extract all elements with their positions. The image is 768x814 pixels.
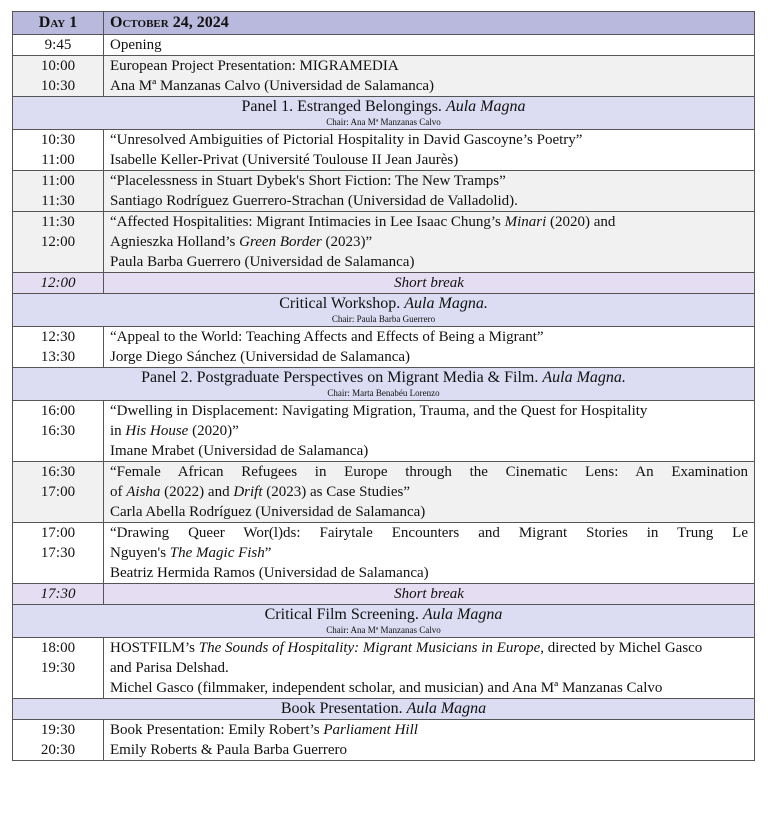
panel-heading-row — [13, 699, 755, 720]
time-cell: 10:00 10:30 — [13, 56, 104, 97]
schedule-table — [12, 11, 755, 761]
time-cell: 16:30 17:00 — [13, 462, 104, 523]
break-label: Short break — [104, 273, 755, 294]
session-cell: “Affected Hospitalities: Migrant Intimacies in Lee Isaac Chung’s Minari (2020) and Agnieszka Holland’s Green Border (2023)” Paula Barba Guerrero (Universidad de Salamanca) — [104, 212, 755, 273]
session-cell: Book Presentation: Emily Robert’s Parliament Hill Emily Roberts & Paula Barba Guerrero — [104, 720, 755, 761]
panel-heading: Book Presentation. Aula Magna — [13, 699, 755, 720]
time-cell: 11:30 12:00 — [13, 212, 104, 273]
session-cell: “Dwelling in Displacement: Navigating Migration, Trauma, and the Quest for Hospitality in His House (2020)” Imane Mrabet (Universidad de Salamanca) — [104, 401, 755, 462]
panel-heading-row — [13, 605, 755, 638]
session-cell: European Project Presentation: MIGRAMEDIA Ana Mª Manzanas Calvo (Universidad de Salamanca) — [104, 56, 755, 97]
table-row — [13, 720, 755, 761]
chair-label: Chair: Marta Benabéu Lorenzo — [327, 388, 440, 398]
chair-label: Chair: Paula Barba Guerrero — [331, 314, 436, 324]
panel-heading: Panel 2. Postgraduate Perspectives on Migrant Media & Film. Aula Magna. Chair: Marta Benabéu Lorenzo — [13, 368, 755, 401]
table-row — [13, 401, 755, 462]
time-cell: 17:00 17:30 — [13, 523, 104, 584]
time-cell: 10:30 11:00 — [13, 130, 104, 171]
table-row — [13, 638, 755, 699]
table-row — [13, 171, 755, 212]
table-row — [13, 212, 755, 273]
time-cell: 17:30 — [13, 584, 104, 605]
panel-heading: Critical Workshop. Aula Magna. Chair: Paula Barba Guerrero — [13, 294, 755, 327]
time-cell: 19:30 20:30 — [13, 720, 104, 761]
session-cell: “Female African Refugees in Europe through the Cinematic Lens: An Examination of Aisha (2022) and Drift (2023) as Case Studies” Carla Abella Rodríguez (Universidad de Salamanca) — [104, 462, 755, 523]
chair-label: Chair: Ana Mª Manzanas Calvo — [326, 625, 441, 635]
session-cell: “Appeal to the World: Teaching Affects and Effects of Being a Migrant” Jorge Diego Sánchez (Universidad de Salamanca) — [104, 327, 755, 368]
session-cell: “Unresolved Ambiguities of Pictorial Hospitality in David Gascoyne’s Poetry” Isabelle Keller-Privat (Université Toulouse II Jean Jaurès) — [104, 130, 755, 171]
session-cell: Opening — [104, 35, 755, 56]
session-cell: “Drawing Queer Wor(l)ds: Fairytale Encounters and Migrant Stories in Trung Le Nguyen's The Magic Fish” Beatriz Hermida Ramos (Universidad de Salamanca) — [104, 523, 755, 584]
time-cell: 9:45 — [13, 35, 104, 56]
break-row — [13, 273, 755, 294]
table-row — [13, 56, 755, 97]
table-row — [13, 523, 755, 584]
table-row — [13, 327, 755, 368]
table-header — [13, 12, 755, 35]
panel-heading-row — [13, 97, 755, 130]
panel-heading-row — [13, 294, 755, 327]
panel-heading-row — [13, 368, 755, 401]
table-row — [13, 35, 755, 56]
time-cell: 12:00 — [13, 273, 104, 294]
chair-label: Chair: Ana Mª Manzanas Calvo — [326, 117, 441, 127]
session-cell: HOSTFILM’s The Sounds of Hospitality: Migrant Musicians in Europe, directed by Michel Gasco and Parisa Delshad. Michel Gasco (filmmaker, independent scholar, and musician) and Ana Mª Manzanas Calvo — [104, 638, 755, 699]
panel-heading: Panel 1. Estranged Belongings. Aula Magna Chair: Ana Mª Manzanas Calvo — [13, 97, 755, 130]
date-label: October 24, 2024 — [104, 12, 755, 35]
time-cell: 16:00 16:30 — [13, 401, 104, 462]
day-label: Day 1 — [13, 12, 104, 35]
panel-heading: Critical Film Screening. Aula Magna Chair: Ana Mª Manzanas Calvo — [13, 605, 755, 638]
session-cell: “Placelessness in Stuart Dybek's Short Fiction: The New Tramps” Santiago Rodríguez Guerrero-Strachan (Universidad de Valladolid). — [104, 171, 755, 212]
table-row — [13, 130, 755, 171]
break-label: Short break — [104, 584, 755, 605]
time-cell: 11:00 11:30 — [13, 171, 104, 212]
table-row — [13, 462, 755, 523]
time-cell: 12:30 13:30 — [13, 327, 104, 368]
time-cell: 18:00 19:30 — [13, 638, 104, 699]
break-row — [13, 584, 755, 605]
